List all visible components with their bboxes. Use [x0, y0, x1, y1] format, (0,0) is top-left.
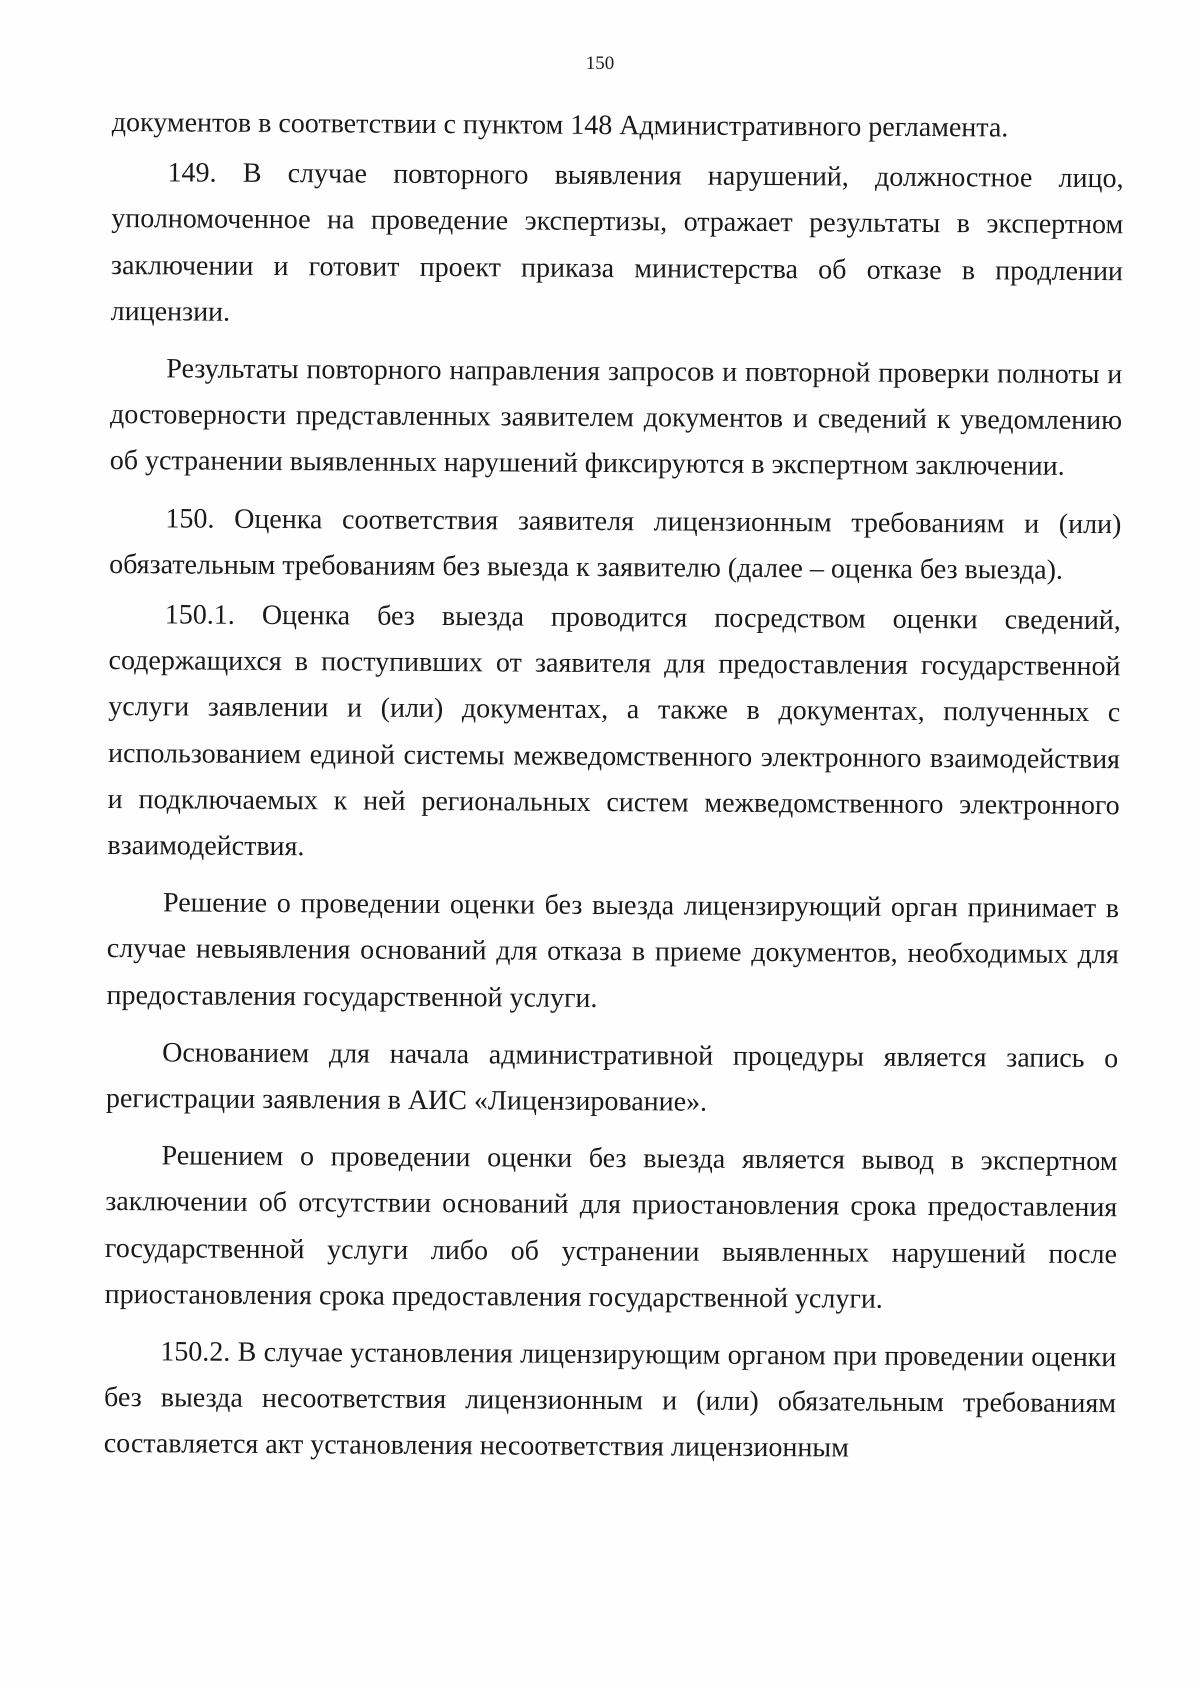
- page-number: 150: [585, 53, 615, 74]
- paragraph-150-2: 150.2. В случае установления лицензирующим органом при проведении оценки без выезда несоответствия лицензионным и (или) обязательным требованиям составляется акт установления несоответствия лицензионным: [103, 1336, 1117, 1465]
- paragraph-continuation: документов в соответствии с пунктом 148 Административного регламента.: [111, 106, 1009, 144]
- document-body: [104, 100, 1124, 1474]
- paragraph-results-repeat: Результаты повторного направления запросов и повторной проверки полноты и достоверности представленных заявителем документов и сведений к уведомлению об устранении выявленных нарушений фиксируются в экспертном заключении.: [109, 353, 1123, 483]
- paragraph-decision-result: Решением о проведении оценки без выезда является вывод в экспертном заключении об отсутствии оснований для приостановления срока предоставления государственной услуги либо об устранении выявленных нарушений после приостановления срока предоставления государственной услуги.: [104, 1140, 1118, 1315]
- paragraph-150-1: 150.1. Оценка без выезда проводится посредством оценки сведений, содержащихся в поступивших от заявителя для предоставления государственной услуги заявлении и (или) документах, а также в документах, полученных с использованием единой системы межведомственного электронного взаимодействия и подключаемых к ней региональных систем межведомственного электронного взаимодействия.: [107, 599, 1121, 863]
- paragraph-decision: Решение о проведении оценки без выезда лицензирующий орган принимает в случае невыявления оснований для отказа в приеме документов, необходимых для предоставления государственной услуги.: [106, 887, 1120, 1014]
- paragraph-basis: Основанием для начала административной процедуры является запись о регистрации заявления в АИС «Лицензирование».: [105, 1037, 1119, 1118]
- paragraph-150: 150. Оценка соответствия заявителя лицензионным требованиям и (или) обязательным требованиям без выезда к заявителю (далее – оценка без выезда).: [109, 502, 1122, 586]
- paragraph-149: 149. В случае повторного выявления нарушений, должностное лицо, уполномоченное на проведение экспертизы, отражает результаты в экспертном заключении и готовит проект приказа министерства об отказе в продлении лицензии.: [110, 157, 1124, 328]
